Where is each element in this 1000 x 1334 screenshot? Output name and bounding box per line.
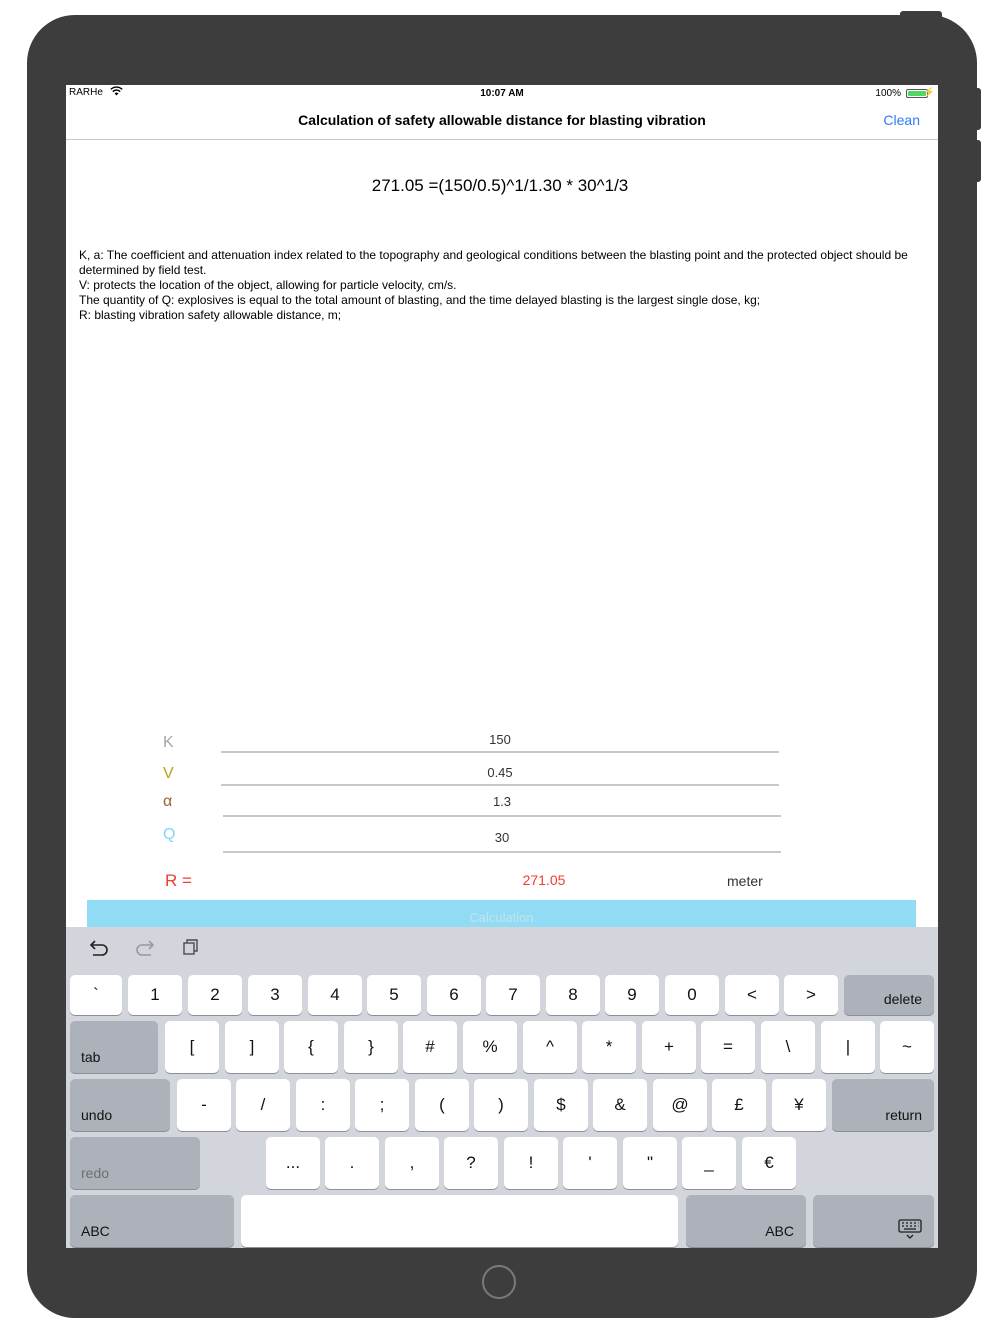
key-ellipsis[interactable]: ...	[266, 1137, 320, 1189]
v-underline	[221, 784, 779, 786]
delete-key[interactable]: delete	[844, 975, 934, 1015]
paste-icon[interactable]	[182, 938, 200, 962]
key-semicolon[interactable]: ;	[355, 1079, 409, 1131]
key-1[interactable]: 1	[128, 975, 182, 1015]
k-underline	[221, 751, 779, 753]
key-euro[interactable]: €	[742, 1137, 796, 1189]
key-apostrophe[interactable]: '	[563, 1137, 617, 1189]
key-dollar[interactable]: $	[534, 1079, 588, 1131]
key-0[interactable]: 0	[665, 975, 719, 1015]
result-value: 271.05	[522, 872, 566, 888]
navigation-bar	[66, 103, 938, 140]
keyboard-dismiss-icon	[898, 1219, 922, 1242]
description-line: K, a: The coefficient and attenuation index related to the topography and geological conditions between the blasting point and the protected object should be determined by field test.	[79, 248, 908, 277]
key-right-brace[interactable]: }	[344, 1021, 398, 1073]
key-8[interactable]: 8	[546, 975, 600, 1015]
keyboard	[66, 927, 938, 1248]
key-ampersand[interactable]: &	[593, 1079, 647, 1131]
key-period[interactable]: .	[325, 1137, 379, 1189]
abc-key-right[interactable]: ABC	[686, 1195, 806, 1247]
key-right-paren[interactable]: )	[474, 1079, 528, 1131]
battery-percent: 100%	[875, 88, 901, 99]
description-text	[79, 248, 929, 323]
key-right-bracket[interactable]: ]	[225, 1021, 279, 1073]
dismiss-keyboard-key[interactable]	[813, 1195, 934, 1247]
key-percent[interactable]: %	[463, 1021, 517, 1073]
description-line: The quantity of Q: explosives is equal to the total amount of blasting, and the time delayed blasting is the largest single dose, kg;	[79, 293, 761, 307]
key-colon[interactable]: :	[296, 1079, 350, 1131]
status-time: 10:07 AM	[480, 88, 524, 99]
abc-key-left[interactable]: ABC	[70, 1195, 234, 1247]
carrier-label: RARHe	[69, 87, 103, 98]
a-label: α	[163, 793, 173, 810]
key-pipe[interactable]: |	[821, 1021, 875, 1073]
description-line: V: protects the location of the object, allowing for particle velocity, cm/s.	[79, 278, 457, 292]
key-tilde[interactable]: ~	[880, 1021, 934, 1073]
key-yen[interactable]: ¥	[772, 1079, 826, 1131]
formula-display: 271.05 =(150/0.5)^1/1.30 * 30^1/3	[371, 176, 629, 195]
key-4[interactable]: 4	[308, 975, 362, 1015]
key-asterisk[interactable]: *	[582, 1021, 636, 1073]
key-slash[interactable]: /	[236, 1079, 290, 1131]
redo-key[interactable]: redo	[70, 1137, 200, 1189]
key-backtick[interactable]: `	[70, 975, 122, 1015]
key-5[interactable]: 5	[367, 975, 421, 1015]
key-3[interactable]: 3	[248, 975, 302, 1015]
description-line: R: blasting vibration safety allowable distance, m;	[79, 308, 342, 322]
home-button[interactable]	[482, 1265, 516, 1299]
undo-key[interactable]: undo	[70, 1079, 170, 1131]
charging-icon: ⚡	[923, 87, 935, 97]
tab-key[interactable]: tab	[70, 1021, 158, 1073]
undo-icon[interactable]	[89, 938, 109, 962]
key-less-than[interactable]: <	[725, 975, 779, 1015]
key-equals[interactable]: =	[701, 1021, 755, 1073]
key-minus[interactable]: -	[177, 1079, 231, 1131]
key-caret[interactable]: ^	[523, 1021, 577, 1073]
result-label: R =	[165, 871, 192, 890]
key-at[interactable]: @	[653, 1079, 707, 1131]
k-input[interactable]: 150	[489, 732, 511, 747]
key-greater-than[interactable]: >	[784, 975, 838, 1015]
q-underline	[223, 851, 781, 853]
key-hash[interactable]: #	[403, 1021, 457, 1073]
a-input[interactable]: 1.3	[492, 794, 512, 809]
keyboard-toolbar	[66, 927, 938, 972]
key-left-bracket[interactable]: [	[165, 1021, 219, 1073]
key-2[interactable]: 2	[188, 975, 242, 1015]
calculation-button[interactable]: Calculation	[87, 900, 916, 930]
key-quote[interactable]: "	[623, 1137, 677, 1189]
status-bar	[66, 85, 938, 103]
key-backslash[interactable]: \	[761, 1021, 815, 1073]
key-comma[interactable]: ,	[385, 1137, 439, 1189]
key-left-brace[interactable]: {	[284, 1021, 338, 1073]
unit-label: meter	[727, 873, 763, 889]
a-underline	[223, 815, 781, 817]
key-7[interactable]: 7	[486, 975, 540, 1015]
q-label: Q	[163, 826, 176, 843]
clean-button[interactable]: Clean	[883, 112, 920, 128]
key-left-paren[interactable]: (	[415, 1079, 469, 1131]
q-input[interactable]: 30	[494, 830, 510, 845]
key-question[interactable]: ?	[444, 1137, 498, 1189]
v-input[interactable]: 0.45	[487, 765, 513, 780]
screen	[66, 85, 938, 1248]
return-key[interactable]: return	[832, 1079, 934, 1131]
key-9[interactable]: 9	[605, 975, 659, 1015]
space-key[interactable]	[241, 1195, 678, 1247]
redo-icon[interactable]	[135, 938, 155, 962]
page-title: Calculation of safety allowable distance for blasting vibration	[298, 112, 706, 128]
key-6[interactable]: 6	[427, 975, 481, 1015]
key-plus[interactable]: +	[642, 1021, 696, 1073]
k-label: K	[163, 734, 174, 751]
key-exclamation[interactable]: !	[504, 1137, 558, 1189]
key-underscore[interactable]: _	[682, 1137, 736, 1189]
key-pound[interactable]: £	[712, 1079, 766, 1131]
v-label: V	[163, 765, 174, 782]
